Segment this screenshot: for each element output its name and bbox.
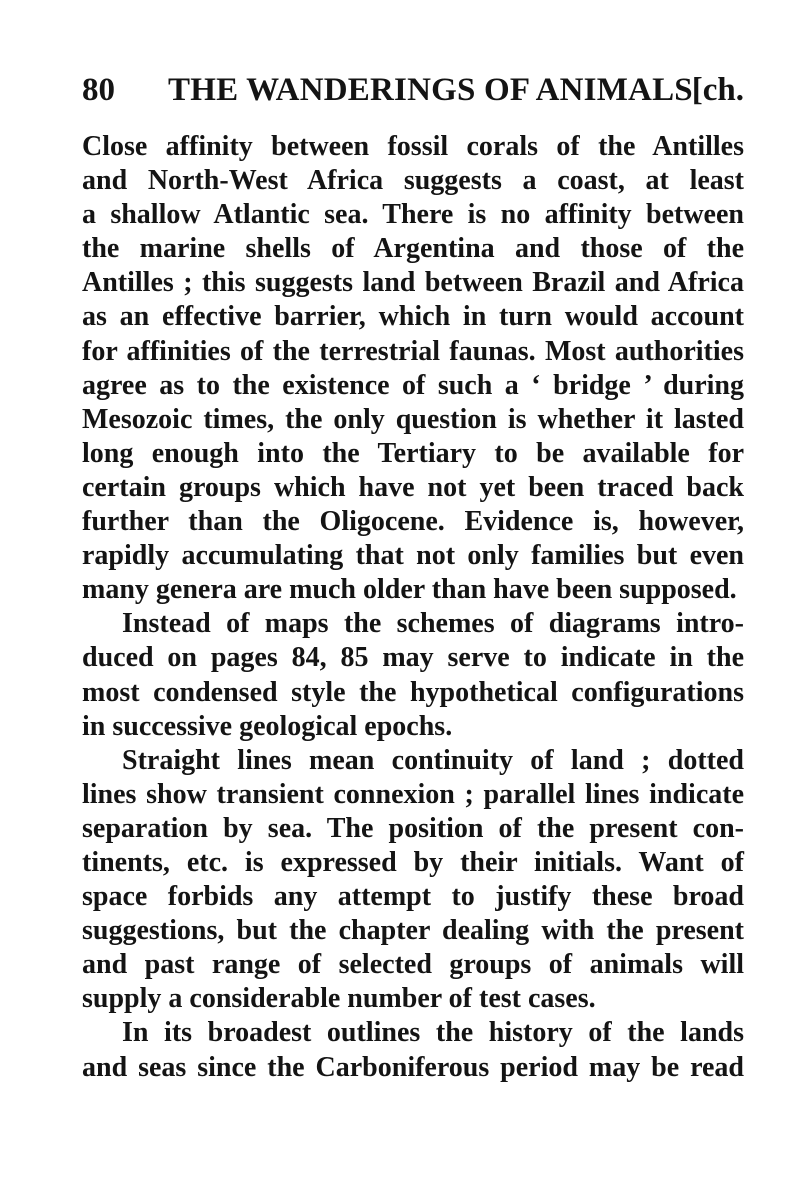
text-line: supply a considerable number of test cases. xyxy=(82,983,596,1015)
paragraph-4 xyxy=(82,1016,744,1084)
text-line: further than the Oligocene. Evidence is, however, xyxy=(82,506,744,538)
chapter-mark: [ch. xyxy=(691,72,744,108)
text-line: duced on pages 84, 85 may serve to indicate in the xyxy=(82,642,744,674)
text-line: the marine shells of Argentina and those of the xyxy=(82,233,744,265)
text-line: Close affinity between fossil corals of the Antilles xyxy=(82,131,744,162)
paragraph-2 xyxy=(82,607,744,743)
text-line: and past range of selected groups of animals will xyxy=(82,949,744,981)
text-line: lines show transient connexion ; parallel lines indicate xyxy=(82,778,744,810)
paragraph-3 xyxy=(82,744,744,1017)
text-line: long enough into the Tertiary to be available for xyxy=(82,437,744,469)
text-line: Instead of maps the schemes of diagrams intro- xyxy=(122,608,744,640)
text-line: and seas since the Carboniferous period may be read xyxy=(82,1051,744,1083)
text-line: In its broadest outlines the history of the lands xyxy=(122,1017,744,1049)
text-line: suggestions, but the chapter dealing with the present xyxy=(82,915,744,947)
text-line: many genera are much older than have been supposed. xyxy=(82,574,737,606)
running-title: THE WANDERINGS OF ANIMALS xyxy=(168,72,693,108)
text-line: Straight lines mean continuity of land ; dotted xyxy=(122,744,744,776)
running-header xyxy=(82,70,744,110)
text-line: certain groups which have not yet been traced back xyxy=(82,471,744,503)
text-line: most condensed style the hypothetical configurations xyxy=(82,676,744,708)
text-line: and North-West Africa suggests a coast, at least xyxy=(82,165,744,197)
text-line: tinents, etc. is expressed by their initials. Want of xyxy=(82,846,744,878)
page-number: 80 xyxy=(82,72,115,108)
text-line: separation by sea. The position of the present con- xyxy=(82,812,744,844)
text-line: Antilles ; this suggests land between Brazil and Africa xyxy=(82,267,744,299)
text-line: space forbids any attempt to justify these broad xyxy=(82,881,744,913)
text-line: as an effective barrier, which in turn would account xyxy=(82,301,744,333)
text-line: a shallow Atlantic sea. There is no affinity between xyxy=(82,199,744,231)
text-line: in successive geological epochs. xyxy=(82,710,453,742)
text-line: agree as to the existence of such a ‘ bridge ’ during xyxy=(82,369,744,401)
body-text xyxy=(82,130,744,1085)
paragraph-1 xyxy=(82,130,744,607)
text-line: rapidly accumulating that not only families but even xyxy=(82,540,744,572)
text-line: Mesozoic times, the only question is whether it lasted xyxy=(82,403,744,435)
text-line: for affinities of the terrestrial faunas. Most authorities xyxy=(82,335,744,367)
